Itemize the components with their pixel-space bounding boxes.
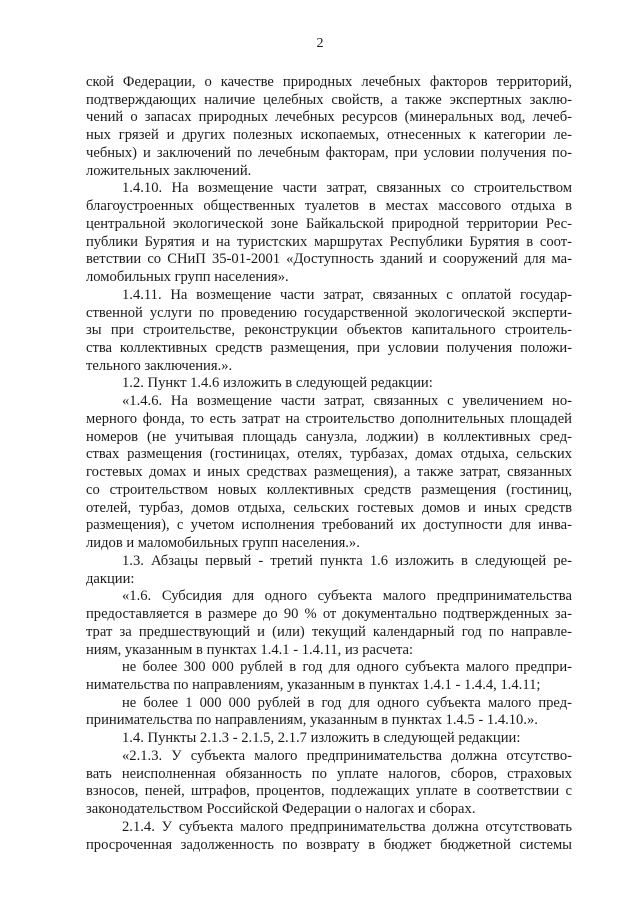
text-line: тельного заключения.». xyxy=(86,357,233,374)
text-line: ственной услуги по проведению государственной экологической эксперти- xyxy=(86,304,572,321)
text-line: принимательства по направлениям, указанным в пунктах 1.4.5 - 1.4.10.». xyxy=(86,712,538,729)
text-line: номеров (не учитывая площадь санузла, лоджии) в коллективных сред- xyxy=(86,428,572,445)
text-line: ствах размещения (гостиницах, отелях, турбазах, домах отдыха, сельских xyxy=(86,446,572,463)
page-number: 2 xyxy=(316,36,324,51)
text-line: ложительных заключений. xyxy=(86,162,252,179)
text-line: отелей, турбаз, домов отдыха, сельских гостевых домов и иных средств xyxy=(86,499,572,516)
text-line: вать неисполненная обязанность по уплате налогов, сборов, страховых xyxy=(86,765,572,782)
text-line: трат за предшествующий и (или) текущий календарный год по направле- xyxy=(86,623,572,640)
text-line: публики Бурятия и на туристских маршрутах Республики Бурятия в соот- xyxy=(86,233,572,250)
text-line: центральной экологической зоне Байкальской природной территории Рес- xyxy=(86,215,572,232)
text-line: ской Федерации, о качестве природных лечебных факторов территорий, xyxy=(86,74,572,90)
document-body xyxy=(86,74,572,854)
text-line: «2.1.3. У субъекта малого предпринимательства должна отсутство- xyxy=(122,747,572,764)
text-line: 1.4. Пункты 2.1.3 - 2.1.5, 2.1.7 изложить в следующей редакции: xyxy=(122,730,521,747)
text-line: лидов и маломобильных групп населения.». xyxy=(86,535,360,552)
text-line: подтверждающих наличие целебных свойств, а также экспертных заклю- xyxy=(86,91,572,108)
text-line: 1.3. Абзацы первый - третий пункта 1.6 изложить в следующей ре- xyxy=(122,552,572,569)
text-line: ниям, указанным в пунктах 1.4.1 - 1.4.11, из расчета: xyxy=(86,641,414,658)
text-line: предоставляется в размере до 90 % от документально подтвержденных за- xyxy=(86,606,572,623)
text-line: просроченная задолженность по возврату в бюджет бюджетной системы xyxy=(86,836,572,853)
text-line: законодательством Российской Федерации о налогах и сборах. xyxy=(86,801,476,818)
text-line: ных грязей и других полезных ископаемых, отнесенных к категории ле- xyxy=(86,127,572,144)
text-line: нимательства по направлениям, указанным в пунктах 1.4.1 - 1.4.4, 1.4.11; xyxy=(86,676,541,693)
text-line: чебных) и заключений по лечебным факторам, при условии получения по- xyxy=(86,144,572,161)
text-line: 2.1.4. У субъекта малого предпринимательства должна отсутствовать xyxy=(122,818,572,835)
text-line: благоустроенных общественных туалетов в местах массового отдыха в xyxy=(86,198,572,215)
text-line: дакции: xyxy=(86,570,135,587)
text-line: зы при строительстве, реконструкции объектов капитального строитель- xyxy=(86,322,572,339)
text-line: мерного фонда, то есть затрат на строительство дополнительных площадей xyxy=(86,410,572,427)
text-line: 1.4.10. На возмещение части затрат, связанных со строительством xyxy=(122,180,572,197)
text-line: гостевых домах и иных средствах размещения), а также затрат, связанных xyxy=(86,464,572,481)
text-line: не более 300 000 рублей в год для одного субъекта малого предпри- xyxy=(122,659,572,676)
text-line: «1.6. Субсидия для одного субъекта малого предпринимательства xyxy=(122,588,572,605)
text-line: не более 1 000 000 рублей в год для одного субъекта малого пред- xyxy=(122,694,572,711)
text-line: «1.4.6. На возмещение части затрат, связанных с увеличением но- xyxy=(122,393,572,410)
text-line: ломобильных групп населения». xyxy=(86,269,289,286)
text-line: ства коллективных средств размещения, при условии получения положи- xyxy=(86,340,572,357)
text-line: взносов, пеней, штрафов, процентов, подлежащих уплате в соответствии с xyxy=(86,783,572,800)
text-line: 1.4.11. На возмещение части затрат, связанных с оплатой государ- xyxy=(122,286,572,303)
text-line: со строительством новых коллективных средств размещения (гостиниц, xyxy=(86,481,572,498)
text-line: размещения), с учетом исполнения требований их доступности для инва- xyxy=(86,517,572,534)
text-line: чений о запасах природных лечебных ресурсов (минеральных вод, лечеб- xyxy=(86,109,572,126)
text-line: 1.2. Пункт 1.4.6 изложить в следующей редакции: xyxy=(122,375,433,392)
text-line: ветствии со СНиП 35-01-2001 «Доступность зданий и сооружений для ма- xyxy=(86,251,572,268)
